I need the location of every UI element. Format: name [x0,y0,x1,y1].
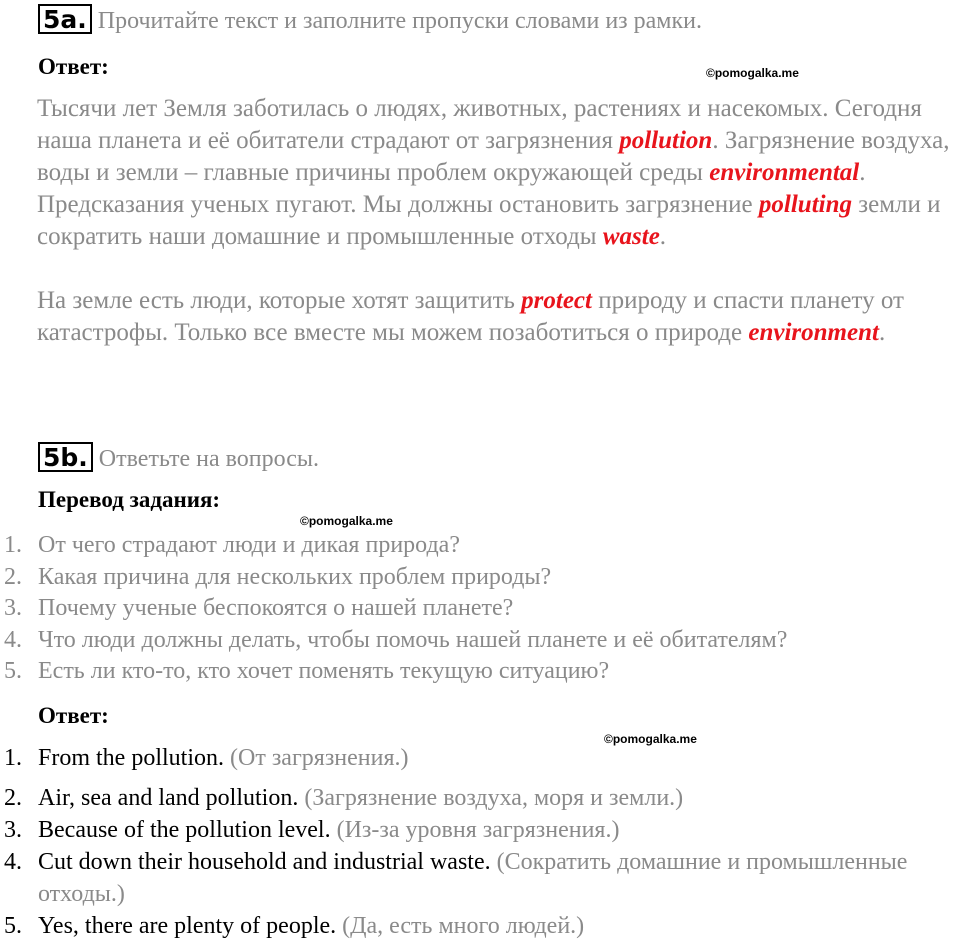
answer-label-5a: Ответ: [38,54,109,79]
story-text: На земле есть люди, которые хотят защитить [37,287,522,314]
story-text: . Предсказания ученых пугают. Мы должны остановить загрязнение [37,159,866,218]
answer-item [4,846,918,910]
answer-english: Yes, there are plenty of people. [38,913,337,939]
answer-english: Air, sea and land pollution. [38,785,299,811]
question-item [4,625,954,657]
list-number: 3. [4,817,22,843]
list-number: 5. [4,658,22,684]
filled-word: waste [602,223,660,250]
list-number: 5. [4,913,22,939]
question-text: Есть ли кто-то, кто хочет поменять текущую ситуацию? [38,658,610,684]
answer-russian: (Из-за уровня загрязнения.) [336,817,620,843]
task-5a-instruction: Прочитайте текст и заполните пропуски словами из рамки. [97,8,702,34]
question-text: Почему ученые беспокоятся о нашей планете? [38,595,514,621]
answer-russian: (Сократить домашние и промышленные отходы.) [38,849,908,907]
list-number: 1. [4,532,22,558]
filled-word: pollution [619,127,713,154]
task-5b-header [38,442,319,474]
answer-item [4,782,918,814]
watermark: ©pomogalka.me [604,732,697,746]
answer-russian: (Загрязнение воздуха, моря и земли.) [304,785,684,811]
filled-word: environmental [709,159,860,186]
story-text: земли и сократить наши домашние и промышленные отходы [37,191,941,250]
answer-russian: (От загрязнения.) [230,745,409,771]
story-text: . Загрязнение воздуха, воды и земли – главные причины проблем окружающей среды [37,127,950,186]
story-text: . [659,223,667,250]
watermark: ©pomogalka.me [300,514,393,528]
story-text: Тысячи лет Земля заботилась о людях, животных, растениях и насекомых. Сегодня наша планета и её обитатели страдают от загрязнения [37,95,922,154]
question-item [4,656,954,688]
answer-english: From the pollution. [38,745,224,771]
question-text: От чего страдают люди и дикая природа? [38,532,460,558]
answer-item [4,910,918,942]
list-number: 4. [4,626,22,653]
answer-english: Because of the pollution level. [38,817,331,843]
answer-item [4,814,918,846]
answer-label-5b: Ответ: [38,703,109,728]
question-item [4,562,954,594]
task-badge-5a: 5a. [38,4,92,34]
question-item [4,593,954,625]
translation-label: Перевод задания: [38,487,221,512]
answer-item [4,742,918,774]
question-text: Что люди должны делать, чтобы помочь нашей планете и её обитателям? [38,626,788,653]
answer-russian: (Да, есть много людей.) [342,913,585,939]
list-number: 1. [4,745,22,771]
task-5b-instruction: Ответьте на вопросы. [98,446,320,472]
story-text: природу и спасти планету от катастрофы. Только все вместе мы можем позаботиться о природе [37,287,904,346]
question-list [4,530,954,688]
story-paragraph-1 [37,93,960,253]
filled-word: environment [748,319,879,346]
list-number: 3. [4,595,22,621]
list-number: 2. [4,563,22,590]
list-number: 2. [4,785,22,811]
story-text: . [878,319,886,346]
watermark: ©pomogalka.me [706,66,799,80]
filled-word: polluting [758,191,852,218]
task-5a-header [38,4,702,36]
story-paragraph-2 [37,285,960,349]
question-text: Какая причина для нескольких проблем природы? [38,563,552,590]
filled-word: protect [521,287,592,314]
question-item [4,530,954,562]
task-badge-5b: 5b. [38,442,93,472]
answer-english: Cut down their household and industrial waste. [38,849,491,875]
list-number: 4. [4,849,22,875]
